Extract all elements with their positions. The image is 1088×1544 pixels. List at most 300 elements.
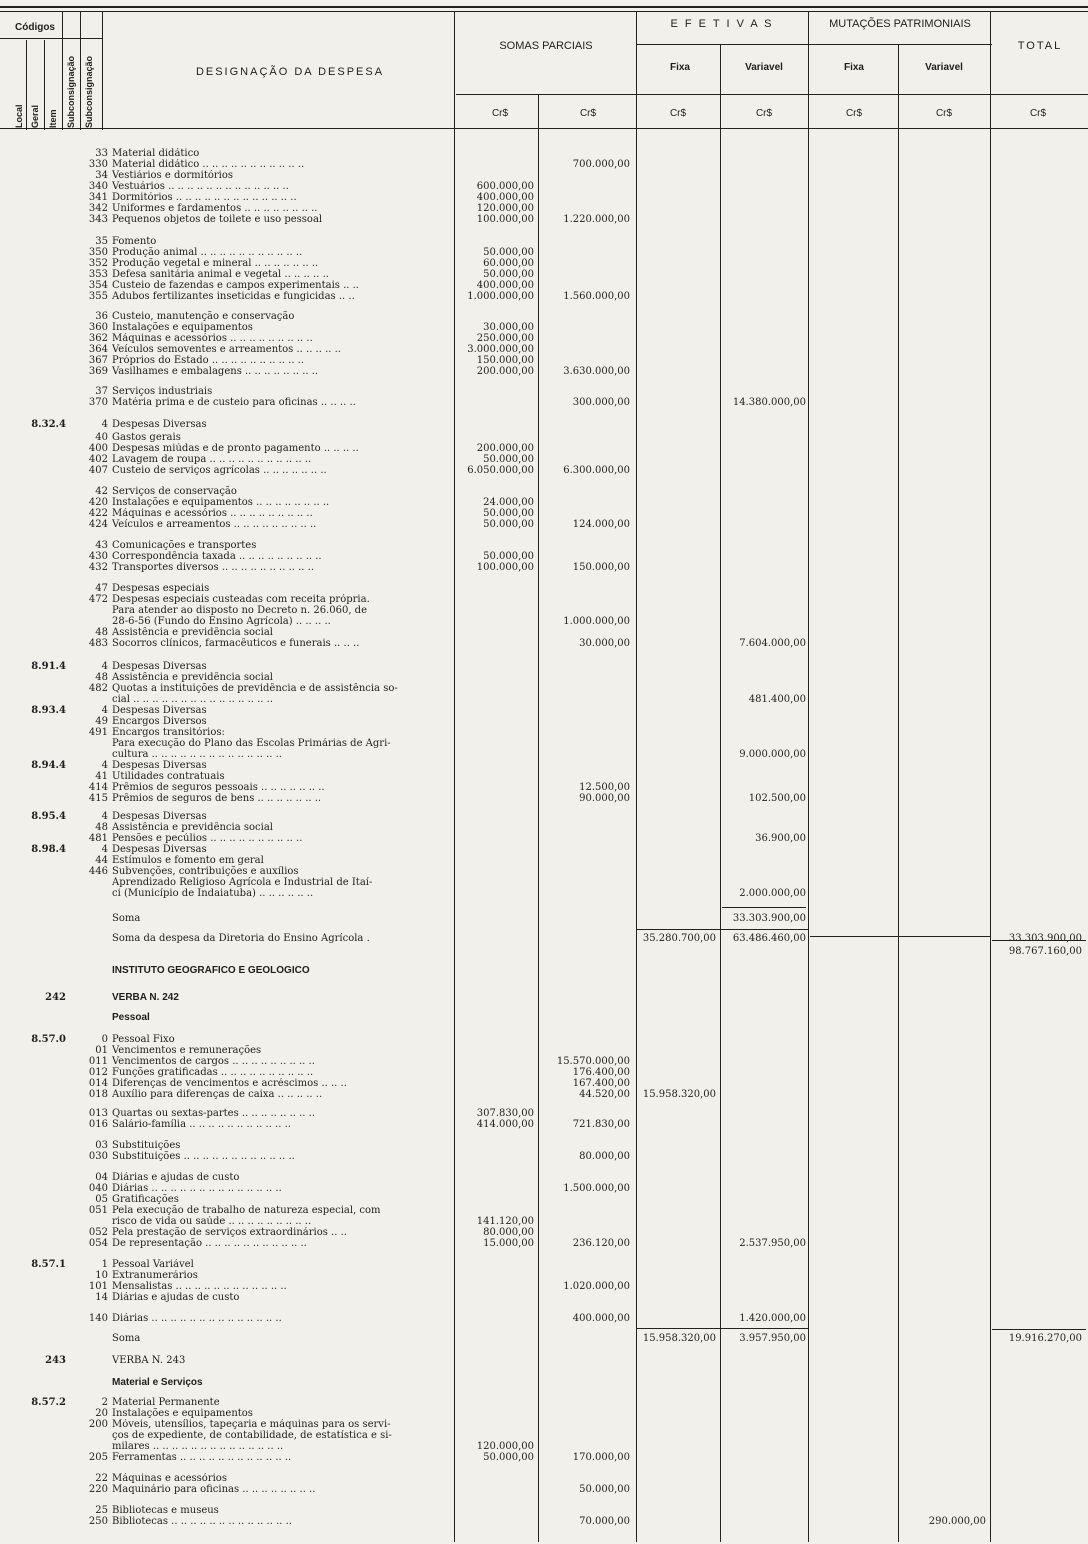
description: Diárias .. .. .. .. .. .. .. .. .. .. .. .. .. ..: [112, 1183, 282, 1194]
description: Utilidades contratuais: [112, 771, 225, 782]
table-row: [0, 760, 1088, 771]
item-code: 220: [88, 1484, 108, 1495]
table-row: [0, 661, 1088, 672]
description: Auxílio para diferenças de caixa .. .. .. .. ..: [112, 1089, 323, 1100]
table-row: [0, 1108, 1088, 1119]
description: Socorros clínicos, farmacêuticos e funerais .. .. ..: [112, 638, 360, 649]
partial-sum-b: 176.400,00: [572, 1067, 630, 1078]
description: Pessoal Fixo: [112, 1034, 175, 1045]
description: Pequenos objetos de toilete e uso pessoal: [112, 214, 323, 225]
table-row: [0, 1067, 1088, 1078]
table-row: [0, 933, 1088, 944]
partial-sum-b: 3.630.000,00: [563, 366, 630, 377]
col-rule-3: [62, 12, 63, 130]
description: Uniformes e fardamentos .. .. .. .. .. .. .. ..: [112, 203, 318, 214]
efetiva-fixa: 35.280.700,00: [642, 933, 716, 944]
efetiva-variavel: 1.420.000,00: [739, 1313, 806, 1324]
partial-sum-b: 15.570.000,00: [556, 1056, 630, 1067]
table-row: [0, 562, 1088, 573]
col-rule-4: [80, 12, 81, 130]
table-row: [0, 432, 1088, 443]
partial-sum-a: 3.000.000,00: [467, 344, 534, 355]
table-row: [0, 866, 1088, 877]
item-code: 370: [88, 397, 108, 408]
description: Despesas especiais custeadas com receita própria.: [112, 594, 370, 605]
item-code: 14: [95, 1292, 108, 1303]
item-code: 10: [95, 1270, 108, 1281]
subconsig2-header: Subconsignação: [84, 55, 94, 128]
item-code: 350: [88, 247, 108, 258]
partial-sum-b: 1.560.000,00: [563, 291, 630, 302]
description: Produção vegetal e mineral .. .. .. .. .. .. ..: [112, 258, 319, 269]
table-row: [0, 594, 1088, 605]
item-code: 47: [95, 583, 108, 594]
fixa-header: Fixa: [669, 62, 690, 73]
item-code: 1: [101, 1259, 108, 1270]
item-code: 481: [88, 833, 108, 844]
partial-sum-a: 1.000.000,00: [467, 291, 534, 302]
partial-sum-b: 90.000,00: [579, 793, 630, 804]
item-code: 415: [88, 793, 108, 804]
partial-sum-a: 80.000,00: [483, 1227, 534, 1238]
description: Mensalistas .. .. .. .. .. .. .. .. .. .. .. ..: [112, 1281, 287, 1292]
description: Vencimentos de cargos .. .. .. .. .. .. .. .. ..: [112, 1056, 315, 1067]
table-row: [0, 1313, 1088, 1324]
table-row: [0, 1078, 1088, 1089]
table-row: [0, 833, 1088, 844]
item-code: 362: [88, 333, 108, 344]
item-code: 342: [88, 203, 108, 214]
item-code: 491: [88, 727, 108, 738]
table-row: [0, 683, 1088, 694]
table-row: [0, 1281, 1088, 1292]
description: Estímulos e fomento em geral: [112, 855, 264, 866]
table-row: [0, 454, 1088, 465]
table-row: [0, 551, 1088, 562]
description: Prêmios de seguros de bens .. .. .. .. .. .. ..: [112, 793, 322, 804]
table-row: [0, 1227, 1088, 1238]
table-row: [0, 1419, 1088, 1430]
partial-sum-a: 50.000,00: [483, 1452, 534, 1463]
table-row: [0, 1140, 1088, 1151]
table-row: [0, 638, 1088, 649]
table-row: [0, 1441, 1088, 1452]
item-code: 48: [95, 822, 108, 833]
header-rule-1: [636, 44, 992, 45]
description: Funções gratificadas .. .. .. .. .. .. .. .. .. ..: [112, 1067, 314, 1078]
efetiva-variavel: 9.000.000,00: [739, 749, 806, 760]
table-row: [0, 540, 1088, 551]
description: Lavagem de roupa .. .. .. .. .. .. .. .. .. .. ..: [112, 454, 312, 465]
codigos-header: Códigos: [15, 22, 55, 33]
table-row: [0, 1484, 1088, 1495]
table-row: [0, 771, 1088, 782]
description: Despesas Diversas: [112, 705, 207, 716]
table-row: [0, 627, 1088, 638]
description: Móveis, utensílios, tapeçaria e máquinas para os servi-: [112, 1419, 391, 1430]
col-rule-1: [26, 40, 27, 130]
description: Dormitórios .. .. .. .. .. .. .. .. .. .. .. .. ..: [112, 192, 297, 203]
description: Material didático .. .. .. .. .. .. .. .. .. .. ..: [112, 159, 305, 170]
table-row: [0, 247, 1088, 258]
item-code: 353: [88, 269, 108, 280]
item-code: 4: [101, 705, 108, 716]
efetiva-variavel: 2.000.000,00: [739, 888, 806, 899]
item-code: 340: [88, 181, 108, 192]
item-code: 250: [88, 1516, 108, 1527]
code-local: 8.91.4: [31, 661, 66, 672]
sum-rule-2: [636, 929, 808, 930]
description: Maquinário para oficinas .. .. .. .. .. .. .. ..: [112, 1484, 316, 1495]
table-row: [0, 366, 1088, 377]
partial-sum-a: 414.000,00: [476, 1119, 534, 1130]
description: Vencimentos e remunerações: [112, 1045, 262, 1056]
description: Assistência e previdência social: [112, 672, 273, 683]
item-code: 012: [88, 1067, 108, 1078]
partial-sum-b: 236.120,00: [572, 1238, 630, 1249]
table-row: [0, 1397, 1088, 1408]
geral-header: Geral: [30, 104, 40, 128]
partial-sum-b: 12.500,00: [579, 782, 630, 793]
description: Despesas especiais: [112, 583, 210, 594]
item-code: 0: [101, 1034, 108, 1045]
table-row: [0, 1151, 1088, 1162]
total: 33.303.900,00: [1008, 933, 1082, 944]
item-code: 054: [88, 1238, 108, 1249]
description: cultura .. .. .. .. .. .. .. .. .. .. .. .. .. ..: [112, 749, 282, 760]
item-code: 200: [88, 1419, 108, 1430]
description: Assistência e previdência social: [112, 822, 273, 833]
description: risco de vida ou saúde .. .. .. .. .. .. .. .. ..: [112, 1216, 312, 1227]
code-local: 8.57.0: [31, 1034, 66, 1045]
table-row: [0, 749, 1088, 760]
item-code: 22: [95, 1473, 108, 1484]
description: Correspondência taxada .. .. .. .. .. .. .. .. ..: [112, 551, 322, 562]
table-row: [0, 1270, 1088, 1281]
description: Diferenças de vencimentos e acréscimos .. .. ..: [112, 1078, 347, 1089]
item-code: 446: [88, 866, 108, 877]
partial-sum-a: 120.000,00: [476, 203, 534, 214]
description: Custeio de fazendas e campos experimentais .. ..: [112, 280, 359, 291]
item-code: 4: [101, 661, 108, 672]
partial-sum-a: 50.000,00: [483, 551, 534, 562]
description: Aprendizado Religioso Agrícola e Industrial de Itaí-: [112, 877, 373, 888]
item-code: 33: [95, 148, 108, 159]
code-local: 243: [45, 1355, 66, 1366]
description: Comunicações e transportes: [112, 540, 257, 551]
table-row: [0, 419, 1088, 430]
item-code: 422: [88, 508, 108, 519]
partial-sum-b: 150.000,00: [572, 562, 630, 573]
item-header: Item: [48, 109, 58, 128]
item-code: 37: [95, 386, 108, 397]
table-row: [0, 616, 1088, 627]
item-code: 05: [95, 1194, 108, 1205]
table-row: [0, 605, 1088, 616]
total: 98.767.160,00: [1008, 946, 1082, 957]
partial-sum-b: 44.520,00: [579, 1089, 630, 1100]
partial-sum-a: 100.000,00: [476, 214, 534, 225]
codigos-rule: [0, 38, 102, 39]
table-row: [0, 727, 1088, 738]
table-row: [0, 811, 1088, 822]
item-code: 205: [88, 1452, 108, 1463]
description: Quartas ou sextas-partes .. .. .. .. .. .. .. ..: [112, 1108, 315, 1119]
description: Custeio, manutenção e conservação: [112, 311, 295, 322]
table-row: [0, 519, 1088, 530]
item-code: 051: [88, 1205, 108, 1216]
partial-sum-b: 300.000,00: [572, 397, 630, 408]
description: ços de expediente, de contabilidade, de estatística e si-: [112, 1430, 392, 1441]
table-row: [0, 1194, 1088, 1205]
description: Gastos gerais: [112, 432, 181, 443]
item-code: 030: [88, 1151, 108, 1162]
description: Material Permanente: [112, 1397, 220, 1408]
table-row: [0, 738, 1088, 749]
table-row: [0, 913, 1088, 924]
item-code: 25: [95, 1505, 108, 1516]
currency-tot: Cr$: [1029, 108, 1047, 119]
description: ci (Município de Indaiatuba) .. .. .. .. .. ..: [112, 888, 314, 899]
partial-sum-a: 50.000,00: [483, 519, 534, 530]
description: Para execução do Plano das Escolas Primárias de Agri-: [112, 738, 391, 749]
currency-mvar: Cr$: [935, 108, 953, 119]
efetiva-variavel: 102.500,00: [748, 793, 806, 804]
description: Matéria prima e de custeio para oficinas .. .. .. ..: [112, 397, 356, 408]
partial-sum-b: 124.000,00: [572, 519, 630, 530]
table-row: [0, 322, 1088, 333]
code-local: 8.57.2: [31, 1397, 66, 1408]
code-local: 8.94.4: [31, 760, 66, 771]
table-row: [0, 583, 1088, 594]
item-code: 330: [88, 159, 108, 170]
table-row: [0, 1045, 1088, 1056]
partial-sum-b: 30.000,00: [579, 638, 630, 649]
table-row: [0, 1355, 1088, 1366]
table-row: [0, 192, 1088, 203]
table-row: [0, 280, 1088, 291]
code-local: 8.93.4: [31, 705, 66, 716]
description: Prêmios de seguros pessoais .. .. .. .. .. .. ..: [112, 782, 325, 793]
table-row: [0, 203, 1088, 214]
efetiva-variavel: 14.380.000,00: [732, 397, 806, 408]
variavel2-header: Variavel: [925, 62, 963, 73]
header-rule-3: [0, 128, 1088, 129]
description: milares .. .. .. .. .. .. .. .. .. .. .. .. .. ..: [112, 1441, 284, 1452]
partial-sum-a: 141.120,00: [476, 1216, 534, 1227]
sum-rule-6: [992, 1329, 1086, 1330]
table-row: [0, 355, 1088, 366]
table-row: [0, 855, 1088, 866]
table-row: [0, 888, 1088, 899]
col-rule-2: [44, 40, 45, 130]
partial-sum-a: 400.000,00: [476, 280, 534, 291]
table-row: [0, 258, 1088, 269]
header-rule-2: [456, 94, 1088, 95]
description: Fomento: [112, 236, 157, 247]
item-code: 432: [88, 562, 108, 573]
fixa2-header: Fixa: [843, 62, 864, 73]
table-row: [0, 705, 1088, 716]
table-row: [0, 1216, 1088, 1227]
item-code: 402: [88, 454, 108, 465]
item-code: 013: [88, 1108, 108, 1119]
item-code: 400: [88, 443, 108, 454]
description: Adubos fertilizantes inseticidas e fungicidas .. ..: [112, 291, 355, 302]
description: Despesas Diversas: [112, 844, 207, 855]
table-row: [0, 465, 1088, 476]
item-code: 364: [88, 344, 108, 355]
item-code: 44: [95, 855, 108, 866]
subconsig1-header: Subconsignação: [66, 55, 76, 128]
designacao-header: DESIGNAÇÃO DA DESPESA: [195, 66, 385, 78]
table-row: [0, 1238, 1088, 1249]
table-row: [0, 992, 1088, 1003]
mutacoes-header: MUTAÇÕES PATRIMONIAIS: [829, 18, 971, 30]
description: Ferramentas .. .. .. .. .. .. .. .. .. .. .. ..: [112, 1452, 292, 1463]
table-row: [0, 443, 1088, 454]
description: Despesas Diversas: [112, 661, 207, 672]
partial-sum-a: 50.000,00: [483, 269, 534, 280]
efetiva-variavel: 7.604.000,00: [739, 638, 806, 649]
item-code: 42: [95, 486, 108, 497]
table-row: [0, 159, 1088, 170]
table-row: [0, 311, 1088, 322]
description: Veículos e arreamentos .. .. .. .. .. .. .. .. ..: [112, 519, 317, 530]
currency-pb: Cr$: [579, 108, 597, 119]
table-row: [0, 1089, 1088, 1100]
description: Extranumerários: [112, 1270, 198, 1281]
item-code: 355: [88, 291, 108, 302]
table-row: [0, 214, 1088, 225]
description: Máquinas e acessórios: [112, 1473, 227, 1484]
currency-pa: Cr$: [491, 108, 509, 119]
partial-sum-b: 1.220.000,00: [563, 214, 630, 225]
item-code: 352: [88, 258, 108, 269]
partial-sum-b: 167.400,00: [572, 1078, 630, 1089]
description: Salário-família .. .. .. .. .. .. .. .. .. .. ..: [112, 1119, 291, 1130]
table-row: [0, 181, 1088, 192]
description: Substituições .. .. .. .. .. .. .. .. .. .. .. ..: [112, 1151, 295, 1162]
table-row: [0, 1505, 1088, 1516]
description: INSTITUTO GEOGRÁFICO E GEOLÓGICO: [112, 965, 310, 976]
description: Produção animal .. .. .. .. .. .. .. .. .. .. ..: [112, 247, 303, 258]
currency-mfix: Cr$: [845, 108, 863, 119]
description: Encargos Diversos: [112, 716, 207, 727]
item-code: 41: [95, 771, 108, 782]
item-code: 48: [95, 627, 108, 638]
table-row: [0, 148, 1088, 159]
item-code: 016: [88, 1119, 108, 1130]
variavel-header: Variavel: [745, 62, 783, 73]
item-code: 011: [88, 1056, 108, 1067]
code-local: 8.98.4: [31, 844, 66, 855]
table-row: [0, 782, 1088, 793]
currency-fixa: Cr$: [669, 108, 687, 119]
partial-sum-a: 15.000,00: [483, 1238, 534, 1249]
description: Soma da despesa da Diretoria do Ensino Agrícola .: [112, 933, 370, 944]
item-code: 4: [101, 844, 108, 855]
description: Serviços de conservação: [112, 486, 237, 497]
description: Defesa sanitária animal e vegetal .. .. .. .. ..: [112, 269, 329, 280]
item-code: 04: [95, 1172, 108, 1183]
description: cial .. .. .. .. .. .. .. .. .. .. .. .. .. .. ..: [112, 694, 274, 705]
table-row: [0, 497, 1088, 508]
table-row: [0, 486, 1088, 497]
description: Pela prestação de serviços extraordinários .. ..: [112, 1227, 347, 1238]
item-code: 40: [95, 432, 108, 443]
somas-parciais-header: SOMAS PARCIAIS: [499, 40, 593, 52]
item-code: 43: [95, 540, 108, 551]
item-code: 367: [88, 355, 108, 366]
item-code: 03: [95, 1140, 108, 1151]
item-code: 341: [88, 192, 108, 203]
description: Máquinas e acessórios .. .. .. .. .. .. .. .. ..: [112, 333, 313, 344]
description: Serviços industriais: [112, 386, 213, 397]
description: Vasilhames e embalagens .. .. .. .. .. .. .. ..: [112, 366, 319, 377]
description: Veículos semoventes e arreamentos .. .. .. .. ..: [112, 344, 341, 355]
description: Bibliotecas e museus: [112, 1505, 219, 1516]
description: Material e Serviços: [112, 1377, 203, 1388]
partial-sum-a: 250.000,00: [476, 333, 534, 344]
description: Material didático: [112, 148, 200, 159]
table-row: [0, 1292, 1088, 1303]
partial-sum-a: 600.000,00: [476, 181, 534, 192]
item-code: 01: [95, 1045, 108, 1056]
table-row: [0, 269, 1088, 280]
item-code: 4: [101, 811, 108, 822]
item-code: 35: [95, 236, 108, 247]
partial-sum-b: 80.000,00: [579, 1151, 630, 1162]
table-row: [0, 716, 1088, 727]
description: Diárias .. .. .. .. .. .. .. .. .. .. .. .. .. ..: [112, 1313, 282, 1324]
efetiva-variavel: 481.400,00: [748, 694, 806, 705]
description: Assistência e previdência social: [112, 627, 273, 638]
table-row: [0, 793, 1088, 804]
description: Despesas Diversas: [112, 419, 207, 430]
table-row: [0, 1119, 1088, 1130]
partial-sum-b: 170.000,00: [572, 1452, 630, 1463]
col-rule-5: [102, 12, 103, 130]
partial-sum-b: 700.000,00: [572, 159, 630, 170]
description: Substituições: [112, 1140, 181, 1151]
partial-sum-b: 1.000.000,00: [563, 616, 630, 627]
table-row: [0, 386, 1088, 397]
partial-sum-b: 70.000,00: [579, 1516, 630, 1527]
table-row: [0, 508, 1088, 519]
description: Gratificações: [112, 1194, 179, 1205]
item-code: 34: [95, 170, 108, 181]
description: Diárias e ajudas de custo: [112, 1172, 240, 1183]
table-row: [0, 236, 1088, 247]
description: Vestuários .. .. .. .. .. .. .. .. .. .. .. .. ..: [112, 181, 289, 192]
table-row: [0, 965, 1088, 976]
table-row: [0, 1516, 1088, 1527]
table-row: [0, 1452, 1088, 1463]
efetiva-variavel: 36.900,00: [755, 833, 806, 844]
item-code: 101: [88, 1281, 108, 1292]
description: Pessoal: [112, 1012, 150, 1023]
partial-sum-a: 50.000,00: [483, 454, 534, 465]
description: Transportes diversos .. .. .. .. .. .. .. .. .. ..: [112, 562, 315, 573]
item-code: 472: [88, 594, 108, 605]
description: Próprios do Estado .. .. .. .. .. .. .. .. .. ..: [112, 355, 305, 366]
item-code: 414: [88, 782, 108, 793]
description: Subvenções, contribuições e auxílios: [112, 866, 299, 877]
table-row: [0, 1056, 1088, 1067]
item-code: 483: [88, 638, 108, 649]
partial-sum-b: 50.000,00: [579, 1484, 630, 1495]
